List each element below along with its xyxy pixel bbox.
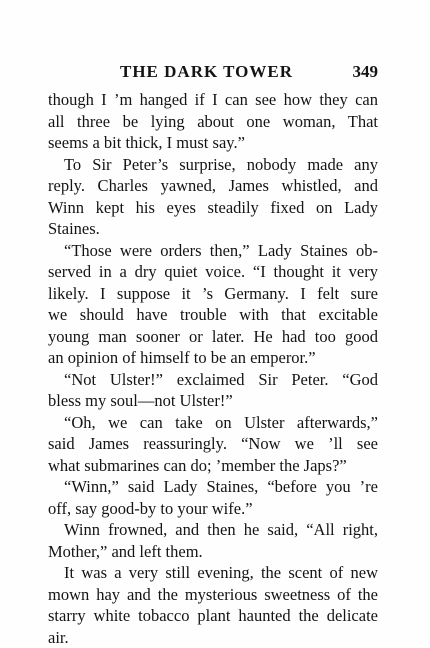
text-line: reply. Charles yawned, James whistled, and	[48, 175, 378, 197]
text-line: “Winn,” said Lady Staines, “before you ’re	[48, 476, 378, 498]
text-line: what submarines can do; ’member the Japs?”	[48, 455, 378, 477]
text-line: “Oh, we can take on Ulster afterwards,”	[48, 412, 378, 434]
text-line: Mother,” and left them.	[48, 541, 378, 563]
text-line: “Those were orders then,” Lady Staines ob-	[48, 240, 378, 262]
text-line: It was a very still evening, the scent of new	[48, 562, 378, 584]
text-line: Staines.	[48, 218, 378, 240]
text-line: likely. I suppose it ’s Germany. I felt sure	[48, 283, 378, 305]
text-line: air.	[48, 627, 378, 648]
text-line: an opinion of himself to be an emperor.”	[48, 347, 378, 369]
text-line: Winn kept his eyes steadily fixed on Lady	[48, 197, 378, 219]
text-line: “Not Ulster!” exclaimed Sir Peter. “God	[48, 369, 378, 391]
text-line: all three be lying about one woman, That	[48, 111, 378, 133]
text-line: said James reassuringly. “Now we ’ll see	[48, 433, 378, 455]
text-line: mown hay and the mysterious sweetness of the	[48, 584, 378, 606]
text-line: bless my soul—not Ulster!”	[48, 390, 378, 412]
body-text	[48, 89, 378, 648]
text-line: we should have trouble with that excitable	[48, 304, 378, 326]
running-head	[48, 62, 378, 84]
text-line: served in a dry quiet voice. “I thought it very	[48, 261, 378, 283]
text-line: To Sir Peter’s surprise, nobody made any	[48, 154, 378, 176]
text-line: off, say good-by to your wife.”	[48, 498, 378, 520]
text-line: starry white tobacco plant haunted the delicate	[48, 605, 378, 627]
text-line: though I ’m hanged if I can see how they can	[48, 89, 378, 111]
running-head-title: THE DARK TOWER	[120, 62, 293, 82]
page-number: 349	[353, 62, 379, 82]
text-line: young man sooner or later. He had too good	[48, 326, 378, 348]
text-line: seems a bit thick, I must say.”	[48, 132, 378, 154]
text-line: Winn frowned, and then he said, “All right,	[48, 519, 378, 541]
